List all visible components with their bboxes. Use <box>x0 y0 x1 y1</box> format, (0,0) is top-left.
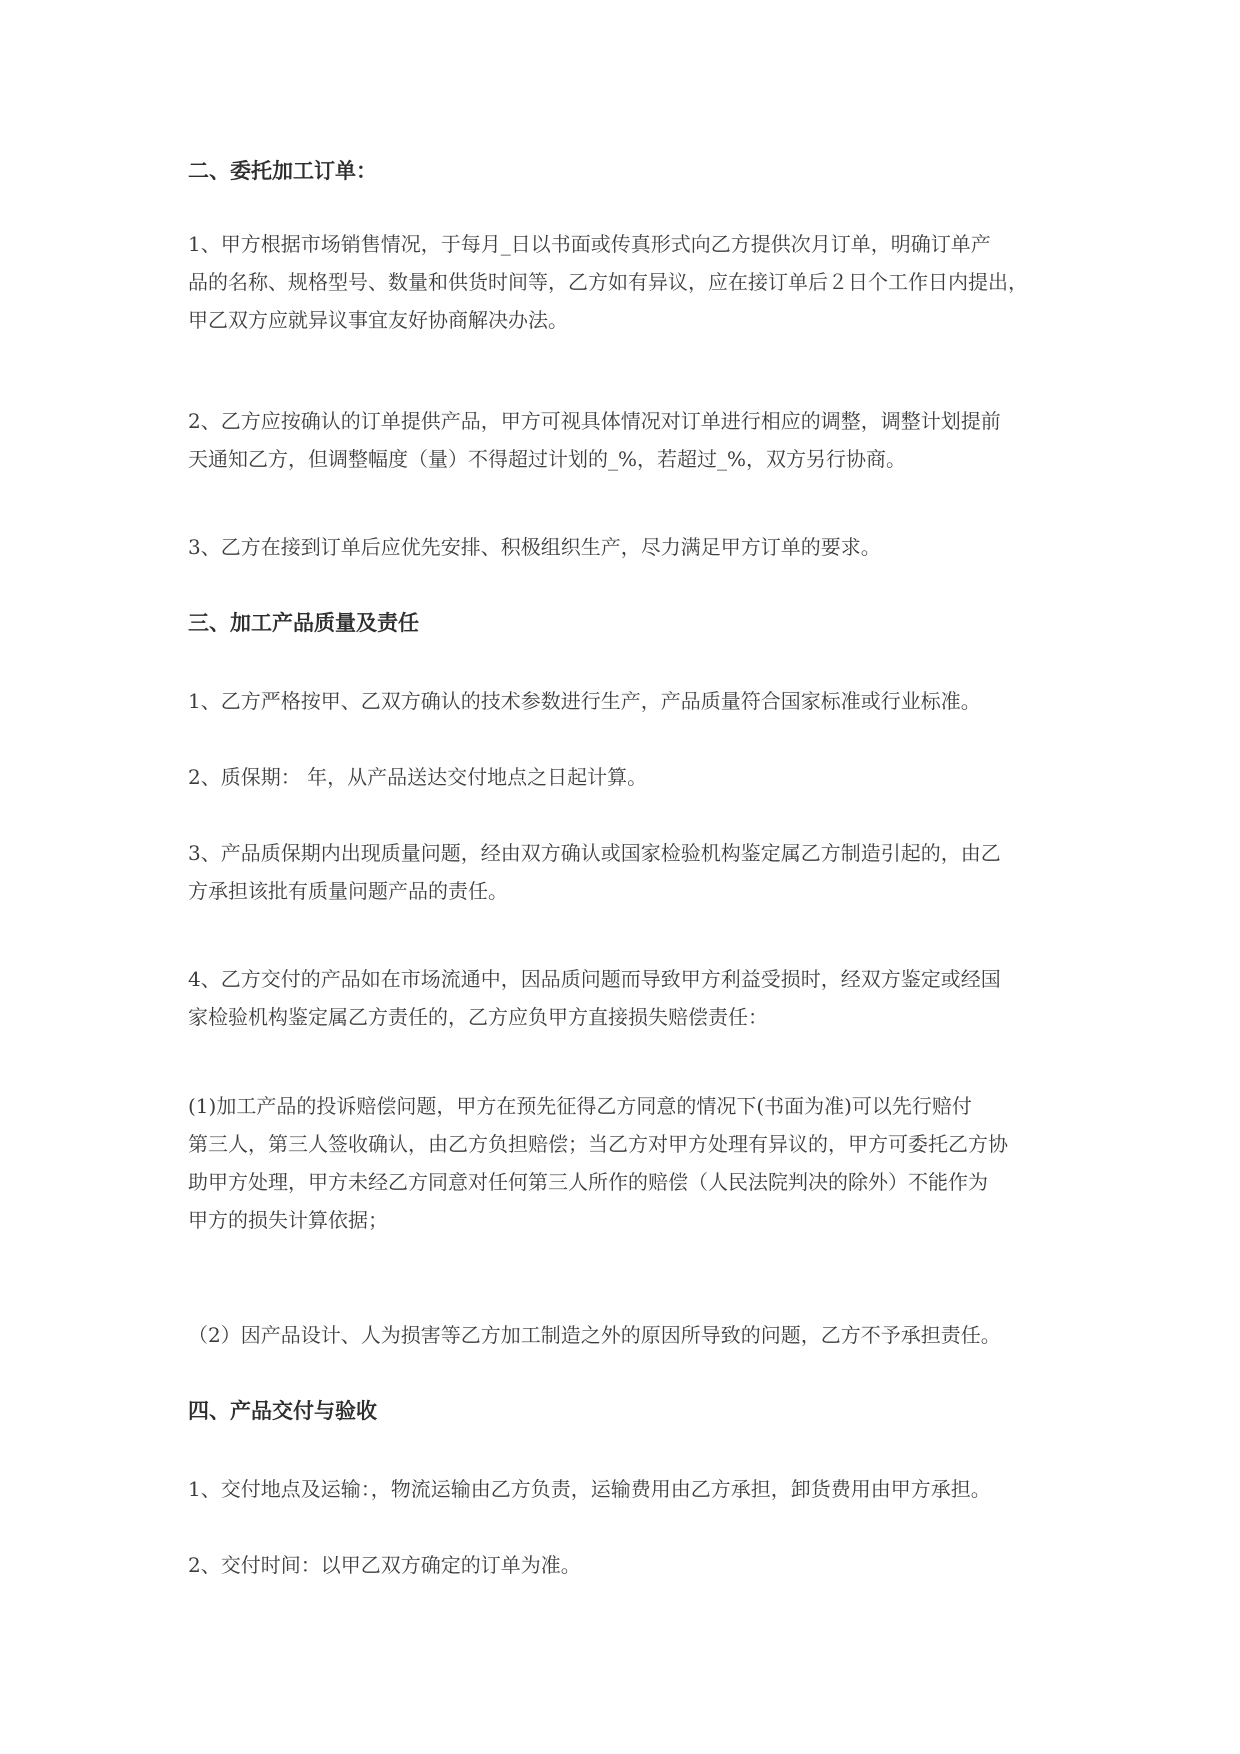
paragraph-quality-2 <box>188 758 1068 796</box>
paragraph-order-3 <box>188 528 1068 566</box>
paragraph-line: 3、乙方在接到订单后应优先安排、积极组织生产，尽力满足甲方订单的要求。 <box>188 535 881 559</box>
paragraph-quality-3 <box>188 834 1068 910</box>
paragraph-line: 2、质保期： 年，从产品送达交付地点之日起计算。 <box>188 765 648 789</box>
paragraph-quality-4 <box>188 960 1068 1036</box>
section-heading-quality: 三、加工产品质量及责任 <box>188 611 419 635</box>
paragraph-line: 甲方的损失计算依据； <box>188 1208 388 1232</box>
paragraph-line: 天通知乙方，但调整幅度（量）不得超过计划的_%，若超过_%，双方另行协商。 <box>188 447 907 471</box>
paragraph-line: 4、乙方交付的产品如在市场流通中，因品质问题而导致甲方利益受损时，经双方鉴定或经国 <box>188 967 1001 991</box>
paragraph-line: 2、交付时间：以甲乙双方确定的订单为准。 <box>188 1553 581 1577</box>
section-heading-order: 二、委托加工订单： <box>188 159 377 183</box>
paragraph-delivery-2 <box>188 1546 1068 1584</box>
paragraph-order-2 <box>188 402 1068 478</box>
paragraph-line: （2）因产品设计、人为损害等乙方加工制造之外的原因所导致的问题，乙方不予承担责任。 <box>188 1323 1001 1347</box>
paragraph-order-1 <box>188 225 1068 339</box>
paragraph-line: 1、乙方严格按甲、乙双方确认的技术参数进行生产，产品质量符合国家标准或行业标准。 <box>188 689 981 713</box>
paragraph-line: 1、甲方根据市场销售情况，于每月_日以书面或传真形式向乙方提供次月订单，明确订单产 <box>188 232 991 256</box>
paragraph-quality-1 <box>188 682 1068 720</box>
section-heading-delivery: 四、产品交付与验收 <box>188 1399 377 1423</box>
paragraph-quality-claims <box>188 1087 1068 1239</box>
paragraph-line: 第三人，第三人签收确认，由乙方负担赔偿；当乙方对甲方处理有异议的，甲方可委托乙方协 <box>188 1132 1008 1156</box>
paragraph-line: 1、交付地点及运输：，物流运输由乙方负责，运输费用由乙方承担，卸货费用由甲方承担。 <box>188 1477 991 1501</box>
paragraph-line: 3、产品质保期内出现质量问题，经由双方确认或国家检验机构鉴定属乙方制造引起的，由乙 <box>188 841 1001 865</box>
paragraph-line: 助甲方处理，甲方未经乙方同意对任何第三人所作的赔偿（人民法院判决的除外）不能作为 <box>188 1170 988 1194</box>
paragraph-line: 方承担该批有质量问题产品的责任。 <box>188 879 508 903</box>
paragraph-line: 2、乙方应按确认的订单提供产品，甲方可视具体情况对订单进行相应的调整，调整计划提前 <box>188 409 1001 433</box>
paragraph-line: 品的名称、规格型号、数量和供货时间等，乙方如有异议，应在接订单后２日个工作日内提出， <box>188 270 1028 294</box>
paragraph-line: 甲乙双方应就异议事宜友好协商解决办法。 <box>188 308 568 332</box>
paragraph-delivery-1 <box>188 1470 1068 1508</box>
paragraph-line: (1)加工产品的投诉赔偿问题，甲方在预先征得乙方同意的情况下(书面为准)可以先行赔付 <box>188 1094 972 1118</box>
paragraph-quality-exclusion <box>188 1316 1068 1354</box>
paragraph-line: 家检验机构鉴定属乙方责任的，乙方应负甲方直接损失赔偿责任： <box>188 1005 768 1029</box>
